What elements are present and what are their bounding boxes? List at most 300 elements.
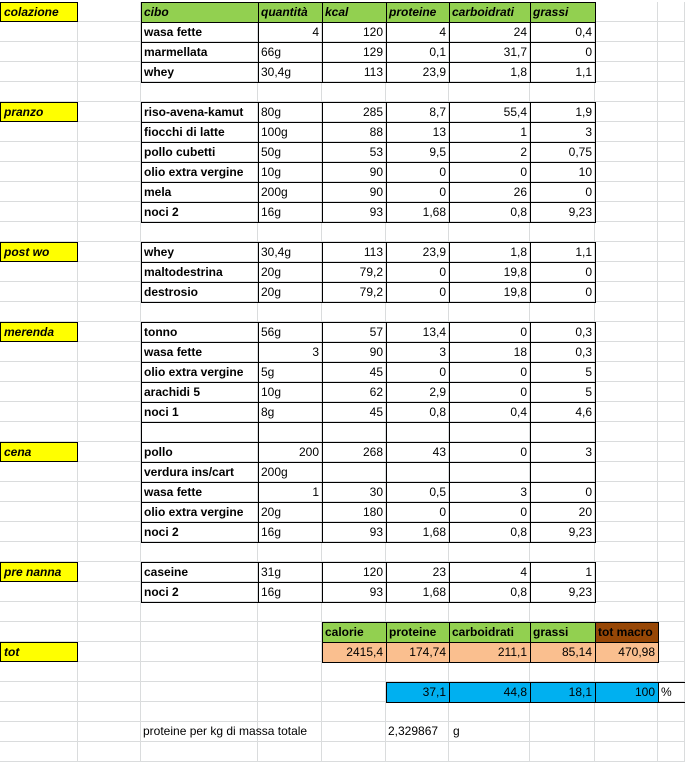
empty-cell[interactable] <box>595 142 658 162</box>
food-quantity[interactable]: 20g <box>258 282 323 303</box>
food-kcal[interactable]: 113 <box>322 62 387 83</box>
food-grassi[interactable]: 9,23 <box>530 582 596 603</box>
empty-cell[interactable] <box>595 122 658 142</box>
empty-cell[interactable] <box>141 682 258 702</box>
empty-cell[interactable] <box>78 622 141 642</box>
empty-cell[interactable] <box>78 62 141 82</box>
empty-cell[interactable] <box>658 702 685 722</box>
empty-cell[interactable] <box>595 382 658 402</box>
empty-cell[interactable] <box>449 302 530 322</box>
percent-carboidrati[interactable]: 44,8 <box>449 682 531 703</box>
empty-cell[interactable] <box>658 22 685 42</box>
food-carboidrati[interactable]: 0,8 <box>449 202 531 223</box>
empty-cell[interactable] <box>595 242 658 262</box>
protein-per-kg-label[interactable]: proteine per kg di massa totale <box>143 724 308 738</box>
meal-label[interactable]: pre nanna <box>0 562 78 582</box>
food-carboidrati[interactable]: 0,8 <box>449 522 531 543</box>
empty-cell[interactable] <box>0 502 78 522</box>
food-name[interactable]: maltodestrina <box>141 262 259 283</box>
empty-cell[interactable] <box>658 102 685 122</box>
empty-cell[interactable] <box>0 682 78 702</box>
food-carboidrati[interactable]: 1,8 <box>449 62 531 83</box>
empty-cell[interactable] <box>78 402 141 422</box>
empty-cell[interactable] <box>386 702 449 722</box>
column-header-grassi[interactable]: grassi <box>530 2 596 23</box>
empty-cell[interactable] <box>0 522 78 542</box>
percent-proteine[interactable]: 37,1 <box>386 682 450 703</box>
food-proteine[interactable]: 1,68 <box>386 522 450 543</box>
empty-cell[interactable] <box>141 82 258 102</box>
empty-cell[interactable] <box>595 2 658 22</box>
empty-cell[interactable] <box>78 42 141 62</box>
empty-cell[interactable] <box>78 562 141 582</box>
empty-cell[interactable] <box>0 602 78 622</box>
food-quantity[interactable]: 30,4g <box>258 242 323 263</box>
empty-cell[interactable] <box>0 282 78 302</box>
food-name[interactable]: olio extra vergine <box>141 362 259 383</box>
empty-cell[interactable] <box>530 662 595 682</box>
percent-symbol[interactable]: % <box>658 682 685 703</box>
empty-cell[interactable] <box>530 742 595 762</box>
food-quantity[interactable]: 5g <box>258 362 323 383</box>
food-proteine[interactable]: 13 <box>386 122 450 143</box>
food-grassi[interactable]: 1,9 <box>530 102 596 123</box>
food-carboidrati[interactable]: 1,8 <box>449 242 531 263</box>
empty-cell[interactable] <box>0 202 78 222</box>
empty-cell[interactable] <box>595 22 658 42</box>
food-proteine[interactable] <box>386 462 450 483</box>
food-grassi[interactable]: 0 <box>530 482 596 503</box>
food-proteine[interactable]: 43 <box>386 442 450 463</box>
food-name[interactable]: riso-avena-kamut <box>141 102 259 123</box>
empty-cell[interactable] <box>658 222 685 242</box>
empty-cell[interactable] <box>258 622 322 642</box>
empty-cell[interactable] <box>78 742 141 762</box>
totals-header-carboidrati[interactable]: carboidrati <box>449 622 531 643</box>
food-name[interactable]: whey <box>141 62 259 83</box>
food-name[interactable]: caseine <box>141 562 259 583</box>
protein-per-kg-unit[interactable]: g <box>453 724 460 738</box>
food-name[interactable]: noci 2 <box>141 522 259 543</box>
empty-cell[interactable] <box>322 602 386 622</box>
food-name[interactable]: tonno <box>141 322 259 343</box>
food-name[interactable]: arachidi 5 <box>141 382 259 403</box>
empty-cell[interactable] <box>258 222 322 242</box>
empty-cell[interactable] <box>658 82 685 102</box>
empty-cell[interactable] <box>530 222 595 242</box>
meal-label[interactable]: cena <box>0 442 78 462</box>
percent-grassi[interactable]: 18,1 <box>530 682 596 703</box>
empty-cell[interactable] <box>0 302 78 322</box>
food-carboidrati[interactable]: 0,8 <box>449 582 531 603</box>
empty-cell[interactable] <box>530 302 595 322</box>
empty-cell[interactable] <box>530 702 595 722</box>
food-name[interactable]: wasa fette <box>141 342 259 363</box>
empty-cell[interactable] <box>0 622 78 642</box>
empty-cell[interactable] <box>658 42 685 62</box>
empty-cell[interactable] <box>78 282 141 302</box>
food-carboidrati[interactable]: 0,4 <box>449 402 531 423</box>
food-name[interactable]: olio extra vergine <box>141 502 259 523</box>
food-name[interactable]: fiocchi di latte <box>141 122 259 143</box>
food-quantity[interactable]: 1 <box>258 482 323 503</box>
empty-cell[interactable] <box>595 502 658 522</box>
food-kcal[interactable]: 90 <box>322 342 387 363</box>
food-proteine[interactable]: 23 <box>386 562 450 583</box>
empty-cell[interactable] <box>658 562 685 582</box>
food-carboidrati[interactable]: 24 <box>449 22 531 43</box>
food-kcal[interactable]: 93 <box>322 582 387 603</box>
food-grassi[interactable]: 5 <box>530 362 596 383</box>
total-carboidrati[interactable]: 211,1 <box>449 642 531 663</box>
empty-cell[interactable] <box>322 82 386 102</box>
empty-bordered-cell[interactable] <box>530 422 596 443</box>
empty-cell[interactable] <box>0 742 78 762</box>
empty-cell[interactable] <box>595 602 658 622</box>
food-grassi[interactable]: 20 <box>530 502 596 523</box>
food-quantity[interactable]: 20g <box>258 502 323 523</box>
empty-cell[interactable] <box>78 522 141 542</box>
food-grassi[interactable]: 0 <box>530 182 596 203</box>
empty-cell[interactable] <box>595 462 658 482</box>
food-quantity[interactable]: 56g <box>258 322 323 343</box>
totals-label[interactable]: tot <box>0 642 78 662</box>
food-quantity[interactable]: 16g <box>258 582 323 603</box>
empty-cell[interactable] <box>449 542 530 562</box>
empty-cell[interactable] <box>658 142 685 162</box>
empty-cell[interactable] <box>595 522 658 542</box>
empty-cell[interactable] <box>658 662 685 682</box>
empty-cell[interactable] <box>0 702 78 722</box>
empty-cell[interactable] <box>78 462 141 482</box>
empty-cell[interactable] <box>658 602 685 622</box>
empty-cell[interactable] <box>658 502 685 522</box>
empty-cell[interactable] <box>78 542 141 562</box>
food-quantity[interactable]: 200g <box>258 462 323 483</box>
food-quantity[interactable]: 100g <box>258 122 323 143</box>
empty-cell[interactable] <box>78 422 141 442</box>
empty-cell[interactable] <box>449 82 530 102</box>
empty-cell[interactable] <box>322 722 386 742</box>
food-grassi[interactable]: 0,75 <box>530 142 596 163</box>
empty-cell[interactable] <box>322 302 386 322</box>
empty-cell[interactable] <box>78 342 141 362</box>
food-quantity[interactable]: 4 <box>258 22 323 43</box>
food-grassi[interactable]: 0,3 <box>530 322 596 343</box>
food-kcal[interactable]: 268 <box>322 442 387 463</box>
totals-header-calorie[interactable]: calorie <box>322 622 387 643</box>
food-proteine[interactable]: 23,9 <box>386 62 450 83</box>
food-grassi[interactable]: 0 <box>530 262 596 283</box>
food-carboidrati[interactable]: 19,8 <box>449 282 531 303</box>
empty-cell[interactable] <box>78 602 141 622</box>
empty-cell[interactable] <box>78 442 141 462</box>
empty-cell[interactable] <box>0 122 78 142</box>
empty-cell[interactable] <box>530 602 595 622</box>
total-calorie[interactable]: 2415,4 <box>322 642 387 663</box>
empty-cell[interactable] <box>78 302 141 322</box>
food-carboidrati[interactable]: 0 <box>449 162 531 183</box>
column-header-carboidrati[interactable]: carboidrati <box>449 2 531 23</box>
food-kcal[interactable]: 120 <box>322 562 387 583</box>
empty-cell[interactable] <box>78 682 141 702</box>
empty-cell[interactable] <box>595 442 658 462</box>
food-grassi[interactable]: 1,1 <box>530 242 596 263</box>
empty-cell[interactable] <box>658 442 685 462</box>
food-name[interactable]: destrosio <box>141 282 259 303</box>
empty-cell[interactable] <box>78 662 141 682</box>
empty-cell[interactable] <box>0 62 78 82</box>
food-kcal[interactable]: 93 <box>322 522 387 543</box>
empty-cell[interactable] <box>0 462 78 482</box>
empty-cell[interactable] <box>78 2 141 22</box>
food-carboidrati[interactable]: 18 <box>449 342 531 363</box>
empty-cell[interactable] <box>595 582 658 602</box>
empty-cell[interactable] <box>258 82 322 102</box>
empty-cell[interactable] <box>658 402 685 422</box>
empty-cell[interactable] <box>595 342 658 362</box>
empty-cell[interactable] <box>658 62 685 82</box>
empty-cell[interactable] <box>449 222 530 242</box>
food-kcal[interactable] <box>322 462 387 483</box>
empty-cell[interactable] <box>78 642 141 662</box>
food-carboidrati[interactable]: 31,7 <box>449 42 531 63</box>
empty-cell[interactable] <box>0 342 78 362</box>
food-grassi[interactable]: 0 <box>530 42 596 63</box>
food-quantity[interactable]: 66g <box>258 42 323 63</box>
empty-cell[interactable] <box>78 322 141 342</box>
empty-cell[interactable] <box>78 362 141 382</box>
empty-cell[interactable] <box>0 42 78 62</box>
food-carboidrati[interactable]: 4 <box>449 562 531 583</box>
column-header-proteine[interactable]: proteine <box>386 2 450 23</box>
empty-cell[interactable] <box>78 482 141 502</box>
food-proteine[interactable]: 0 <box>386 182 450 203</box>
empty-cell[interactable] <box>658 582 685 602</box>
food-name[interactable]: noci 1 <box>141 402 259 423</box>
empty-bordered-cell[interactable] <box>258 422 323 443</box>
empty-bordered-cell[interactable] <box>322 422 387 443</box>
food-proteine[interactable]: 0 <box>386 502 450 523</box>
food-grassi[interactable]: 1 <box>530 562 596 583</box>
empty-cell[interactable] <box>78 182 141 202</box>
empty-cell[interactable] <box>658 302 685 322</box>
empty-cell[interactable] <box>141 622 258 642</box>
meal-label[interactable]: post wo <box>0 242 78 262</box>
empty-cell[interactable] <box>141 542 258 562</box>
food-proteine[interactable]: 1,68 <box>386 202 450 223</box>
empty-bordered-cell[interactable] <box>141 422 259 443</box>
empty-cell[interactable] <box>595 702 658 722</box>
food-carboidrati[interactable]: 2 <box>449 142 531 163</box>
food-carboidrati[interactable]: 0 <box>449 502 531 523</box>
empty-cell[interactable] <box>595 262 658 282</box>
total-grassi[interactable]: 85,14 <box>530 642 596 663</box>
empty-cell[interactable] <box>386 542 449 562</box>
empty-cell[interactable] <box>595 362 658 382</box>
empty-cell[interactable] <box>658 722 685 742</box>
empty-cell[interactable] <box>658 462 685 482</box>
food-proteine[interactable]: 8,7 <box>386 102 450 123</box>
empty-cell[interactable] <box>78 502 141 522</box>
food-proteine[interactable]: 0 <box>386 282 450 303</box>
food-quantity[interactable]: 3 <box>258 342 323 363</box>
food-proteine[interactable]: 13,4 <box>386 322 450 343</box>
food-carboidrati[interactable]: 0 <box>449 362 531 383</box>
empty-cell[interactable] <box>258 742 322 762</box>
food-name[interactable]: pollo cubetti <box>141 142 259 163</box>
empty-cell[interactable] <box>78 262 141 282</box>
empty-cell[interactable] <box>449 702 530 722</box>
food-kcal[interactable]: 90 <box>322 162 387 183</box>
empty-cell[interactable] <box>595 542 658 562</box>
empty-cell[interactable] <box>78 102 141 122</box>
food-quantity[interactable]: 50g <box>258 142 323 163</box>
empty-cell[interactable] <box>595 162 658 182</box>
food-proteine[interactable]: 3 <box>386 342 450 363</box>
food-kcal[interactable]: 45 <box>322 362 387 383</box>
empty-cell[interactable] <box>658 542 685 562</box>
food-kcal[interactable]: 53 <box>322 142 387 163</box>
empty-cell[interactable] <box>78 202 141 222</box>
food-grassi[interactable]: 0 <box>530 282 596 303</box>
totals-header-proteine[interactable]: proteine <box>386 622 450 643</box>
empty-cell[interactable] <box>658 182 685 202</box>
food-kcal[interactable]: 79,2 <box>322 282 387 303</box>
food-carboidrati[interactable]: 1 <box>449 122 531 143</box>
empty-cell[interactable] <box>0 582 78 602</box>
meal-label[interactable]: merenda <box>0 322 78 342</box>
empty-cell[interactable] <box>530 722 595 742</box>
food-grassi[interactable]: 1,1 <box>530 62 596 83</box>
empty-cell[interactable] <box>0 22 78 42</box>
empty-cell[interactable] <box>78 702 141 722</box>
food-kcal[interactable]: 79,2 <box>322 262 387 283</box>
food-name[interactable]: whey <box>141 242 259 263</box>
empty-cell[interactable] <box>78 162 141 182</box>
empty-cell[interactable] <box>449 602 530 622</box>
food-name[interactable]: wasa fette <box>141 482 259 503</box>
empty-cell[interactable] <box>258 662 322 682</box>
food-grassi[interactable]: 5 <box>530 382 596 403</box>
empty-cell[interactable] <box>258 682 322 702</box>
empty-cell[interactable] <box>595 662 658 682</box>
empty-cell[interactable] <box>595 302 658 322</box>
empty-cell[interactable] <box>595 722 658 742</box>
empty-cell[interactable] <box>78 722 141 742</box>
empty-cell[interactable] <box>0 722 78 742</box>
food-quantity[interactable]: 80g <box>258 102 323 123</box>
empty-cell[interactable] <box>322 662 386 682</box>
empty-cell[interactable] <box>0 262 78 282</box>
food-carboidrati[interactable]: 3 <box>449 482 531 503</box>
food-quantity[interactable]: 30,4g <box>258 62 323 83</box>
food-quantity[interactable]: 200 <box>258 442 323 463</box>
empty-cell[interactable] <box>595 182 658 202</box>
empty-cell[interactable] <box>258 702 322 722</box>
empty-cell[interactable] <box>141 222 258 242</box>
empty-cell[interactable] <box>78 582 141 602</box>
total-proteine[interactable]: 174,74 <box>386 642 450 663</box>
empty-cell[interactable] <box>595 62 658 82</box>
food-kcal[interactable]: 285 <box>322 102 387 123</box>
empty-cell[interactable] <box>386 82 449 102</box>
empty-cell[interactable] <box>0 222 78 242</box>
protein-per-kg-value[interactable]: 2,329867 <box>388 724 439 738</box>
food-grassi[interactable] <box>530 462 596 483</box>
empty-cell[interactable] <box>595 482 658 502</box>
empty-cell[interactable] <box>658 202 685 222</box>
food-proteine[interactable]: 2,9 <box>386 382 450 403</box>
empty-cell[interactable] <box>78 142 141 162</box>
empty-cell[interactable] <box>0 162 78 182</box>
empty-cell[interactable] <box>78 122 141 142</box>
food-name[interactable]: marmellata <box>141 42 259 63</box>
food-kcal[interactable]: 57 <box>322 322 387 343</box>
food-kcal[interactable]: 90 <box>322 182 387 203</box>
empty-cell[interactable] <box>258 542 322 562</box>
empty-cell[interactable] <box>658 262 685 282</box>
empty-cell[interactable] <box>658 742 685 762</box>
food-proteine[interactable]: 9,5 <box>386 142 450 163</box>
empty-cell[interactable] <box>258 642 322 662</box>
empty-cell[interactable] <box>141 742 258 762</box>
empty-cell[interactable] <box>449 662 530 682</box>
empty-cell[interactable] <box>386 302 449 322</box>
food-grassi[interactable]: 10 <box>530 162 596 183</box>
food-grassi[interactable]: 3 <box>530 442 596 463</box>
empty-cell[interactable] <box>0 402 78 422</box>
column-header-kcal[interactable]: kcal <box>322 2 387 23</box>
empty-cell[interactable] <box>322 702 386 722</box>
empty-cell[interactable] <box>595 562 658 582</box>
empty-cell[interactable] <box>78 82 141 102</box>
food-name[interactable]: noci 2 <box>141 582 259 603</box>
empty-cell[interactable] <box>0 142 78 162</box>
empty-cell[interactable] <box>658 422 685 442</box>
meal-label[interactable]: pranzo <box>0 102 78 122</box>
empty-cell[interactable] <box>595 42 658 62</box>
empty-cell[interactable] <box>658 282 685 302</box>
food-name[interactable]: noci 2 <box>141 202 259 223</box>
food-quantity[interactable]: 31g <box>258 562 323 583</box>
empty-cell[interactable] <box>141 702 258 722</box>
empty-cell[interactable] <box>658 522 685 542</box>
food-name[interactable]: olio extra vergine <box>141 162 259 183</box>
food-carboidrati[interactable] <box>449 462 531 483</box>
empty-cell[interactable] <box>78 222 141 242</box>
empty-cell[interactable] <box>78 22 141 42</box>
empty-cell[interactable] <box>595 282 658 302</box>
food-carboidrati[interactable]: 0 <box>449 442 531 463</box>
empty-cell[interactable] <box>78 382 141 402</box>
empty-cell[interactable] <box>0 662 78 682</box>
empty-cell[interactable] <box>0 382 78 402</box>
empty-cell[interactable] <box>141 602 258 622</box>
food-carboidrati[interactable]: 26 <box>449 182 531 203</box>
empty-cell[interactable] <box>595 422 658 442</box>
empty-cell[interactable] <box>386 742 449 762</box>
empty-cell[interactable] <box>595 222 658 242</box>
empty-cell[interactable] <box>0 482 78 502</box>
empty-cell[interactable] <box>258 602 322 622</box>
empty-cell[interactable] <box>0 82 78 102</box>
empty-cell[interactable] <box>658 162 685 182</box>
food-quantity[interactable]: 8g <box>258 402 323 423</box>
food-proteine[interactable]: 0 <box>386 362 450 383</box>
empty-cell[interactable] <box>658 642 685 662</box>
food-kcal[interactable]: 30 <box>322 482 387 503</box>
